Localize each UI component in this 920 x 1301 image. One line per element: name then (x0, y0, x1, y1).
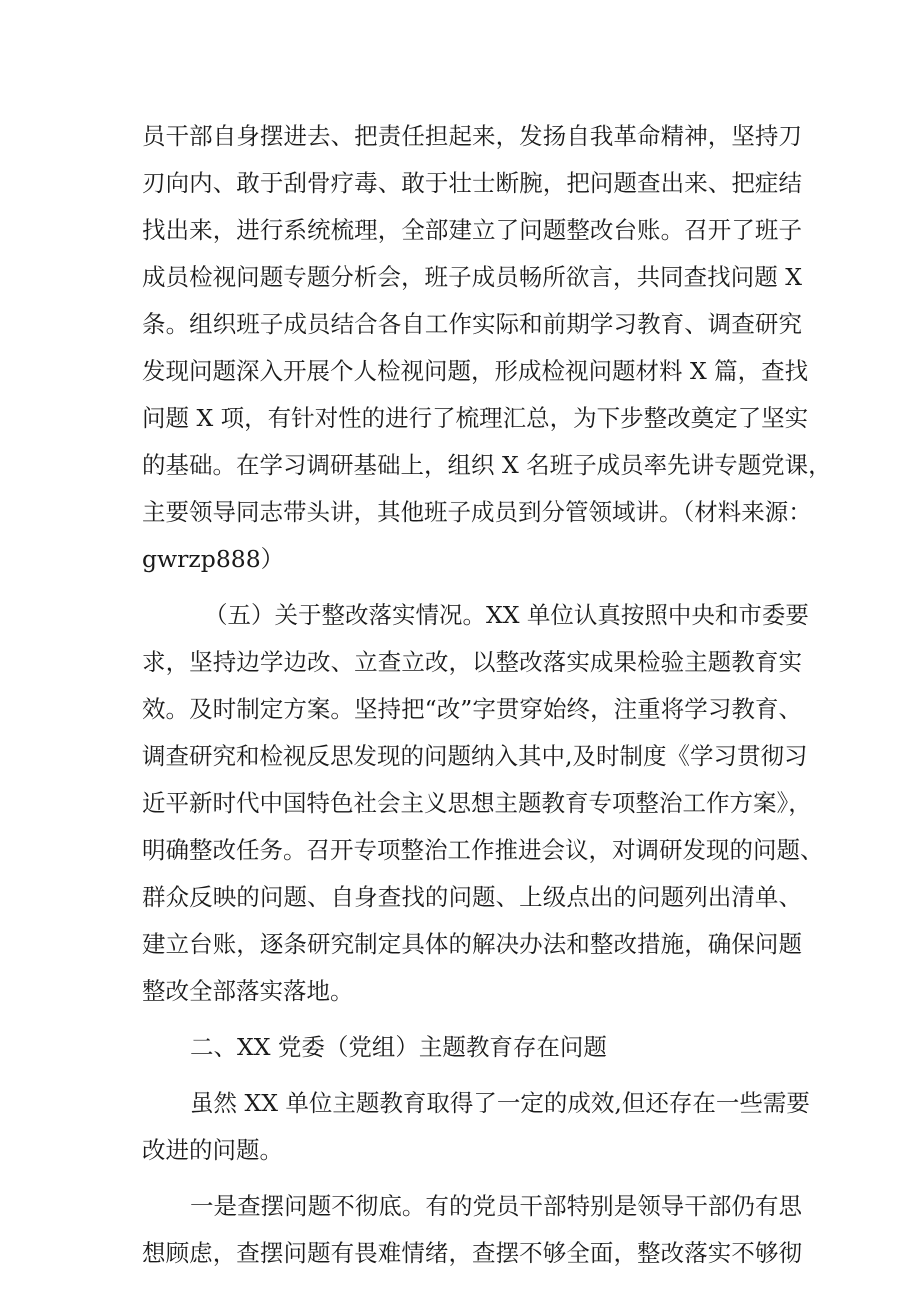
text-line: 调查研究和检视反思发现的问题纳入其中,及时制度《学习贯彻习 (142, 742, 808, 770)
text-line: 明确整改任务。召开专项整治工作推进会议，对调研发现的问题、 (142, 836, 824, 864)
text-line: 效。及时制定方案。坚持把“改”字贯穿始终，注重将学习教育、 (142, 695, 802, 723)
text-line: 刃向内、敢于刮骨疗毒、敢于壮士断腕，把问题查出来、把症结 (142, 169, 802, 197)
text-line: 群众反映的问题、自身查找的问题、上级点出的问题列出清单、 (142, 883, 802, 911)
text-line: 二、XX 党委（党组）主题教育存在问题 (190, 1033, 607, 1061)
text-line: 成员检视问题专题分析会，班子成员畅所欲言，共同查找问题 X (142, 263, 802, 291)
paragraph-problem-1 (142, 1183, 802, 1277)
text-line: 近平新时代中国特色社会主义思想主题教育专项整治工作方案》， (142, 789, 812, 817)
text-line: 条。组织班子成员结合各自工作实际和前期学习教育、调查研究 (142, 310, 802, 338)
text-line: 改进的问题。 (142, 1136, 283, 1164)
paragraph-continuation (142, 113, 832, 583)
text-line: 一是查摆问题不彻底。有的党员干部特别是领导干部仍有思 (190, 1192, 802, 1220)
paragraph-rectification (142, 592, 824, 1015)
text-line: 员干部自身摆进去、把责任担起来，发扬自我革命精神，坚持刀 (142, 122, 802, 150)
text-line: 求，坚持边学边改、立查立改，以整改落实成果检验主题教育实 (142, 648, 802, 676)
section-heading-problems (142, 1024, 802, 1071)
text-line: gwrzp888） (142, 545, 285, 573)
text-line: 找出来，进行系统梳理，全部建立了问题整改台账。召开了班子 (142, 216, 802, 244)
text-line: 虽然 XX 单位主题教育取得了一定的成效,但还存在一些需要 (190, 1089, 810, 1117)
text-line: 发现问题深入开展个人检视问题，形成检视问题材料 X 篇，查找 (142, 357, 809, 385)
text-line: 想顾虑，查摆问题有畏难情绪，查摆不够全面，整改落实不够彻 (142, 1239, 802, 1267)
text-line: （五）关于整改落实情况。XX 单位认真按照中央和市委要 (204, 601, 809, 629)
text-line: 建立台账，逐条研究制定具体的解决办法和整改措施，确保问题 (142, 930, 802, 958)
text-line: 主要领导同志带头讲，其他班子成员到分管领域讲。（材料来源： (142, 498, 812, 526)
text-line: 整改全部落实落地。 (142, 977, 354, 1005)
text-line: 的基础。在学习调研基础上，组织 X 名班子成员率先讲专题党课， (142, 451, 832, 479)
paragraph-intro-problems (142, 1080, 810, 1174)
text-line: 问题 X 项，有针对性的进行了梳理汇总，为下步整改奠定了坚实 (142, 404, 809, 432)
document-page (142, 113, 832, 1277)
